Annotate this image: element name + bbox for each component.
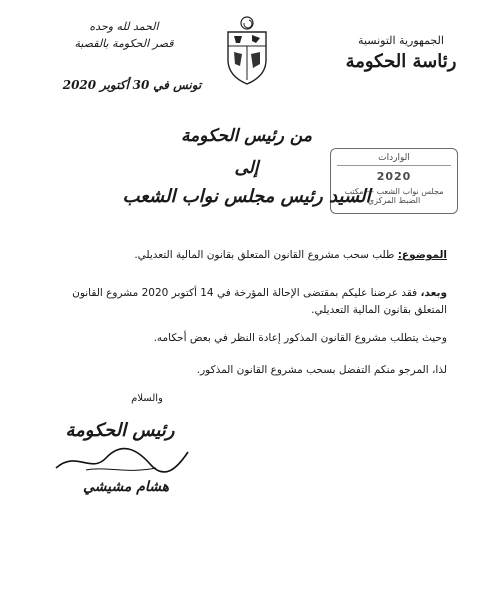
paragraph-1-lead: وبعد، <box>420 287 447 299</box>
stamp-title: الواردات <box>337 153 451 166</box>
date-year: 2020 <box>62 78 97 92</box>
presidency-label: رئاسة الحكومة <box>345 51 457 72</box>
header-left <box>64 18 184 52</box>
praise-line: الحمد لله وحده <box>89 20 159 33</box>
salutation: والسلام <box>131 393 163 404</box>
date-day: 30 <box>132 78 150 92</box>
stamp-office: مجلس نواب الشعب — مكتب الضبط المركزي <box>344 187 444 205</box>
republic-label: الجمهورية التونسية <box>358 34 444 47</box>
recipient-line: السيد رئيس مجلس نواب الشعب <box>122 186 371 207</box>
paragraph-1-text: فقد عرضنا عليكم بمقتضى الإحالة المؤرخة في 14 أكتوبر 2020 مشروع القانون المتعلق بقانون المالية التعديلي. <box>72 287 447 316</box>
paragraph-3: لذا، المرجو منكم التفضل بسحب مشروع القانون المذكور. <box>196 364 447 376</box>
handwritten-signature <box>46 440 196 480</box>
emblem-icon <box>220 14 274 88</box>
paragraph-2: وحيث يتطلب مشروع القانون المذكور إعادة النظر في بعض أحكامه. <box>153 332 447 344</box>
subject-text: طلب سحب مشروع القانون المتعلق بقانون المالية التعديلي. <box>134 249 398 261</box>
subject-line <box>47 247 447 264</box>
paragraph-1 <box>47 285 447 319</box>
header-right <box>331 34 471 72</box>
date-prefix: تونس في <box>153 78 202 92</box>
signer-name: هشام مشيشي <box>82 479 170 495</box>
stamp-year: 2020 <box>376 170 412 183</box>
date-month: أكتوبر <box>99 78 129 92</box>
palace-line: قصر الحكومة بالقصبة <box>74 37 174 50</box>
sender-line: من رئيس الحكومة <box>181 126 312 146</box>
letter-date <box>62 78 202 92</box>
signer-title: رئيس الحكومة <box>65 420 175 441</box>
to-line: إلى <box>234 158 259 178</box>
subject-label: الموضوع: <box>397 249 447 261</box>
